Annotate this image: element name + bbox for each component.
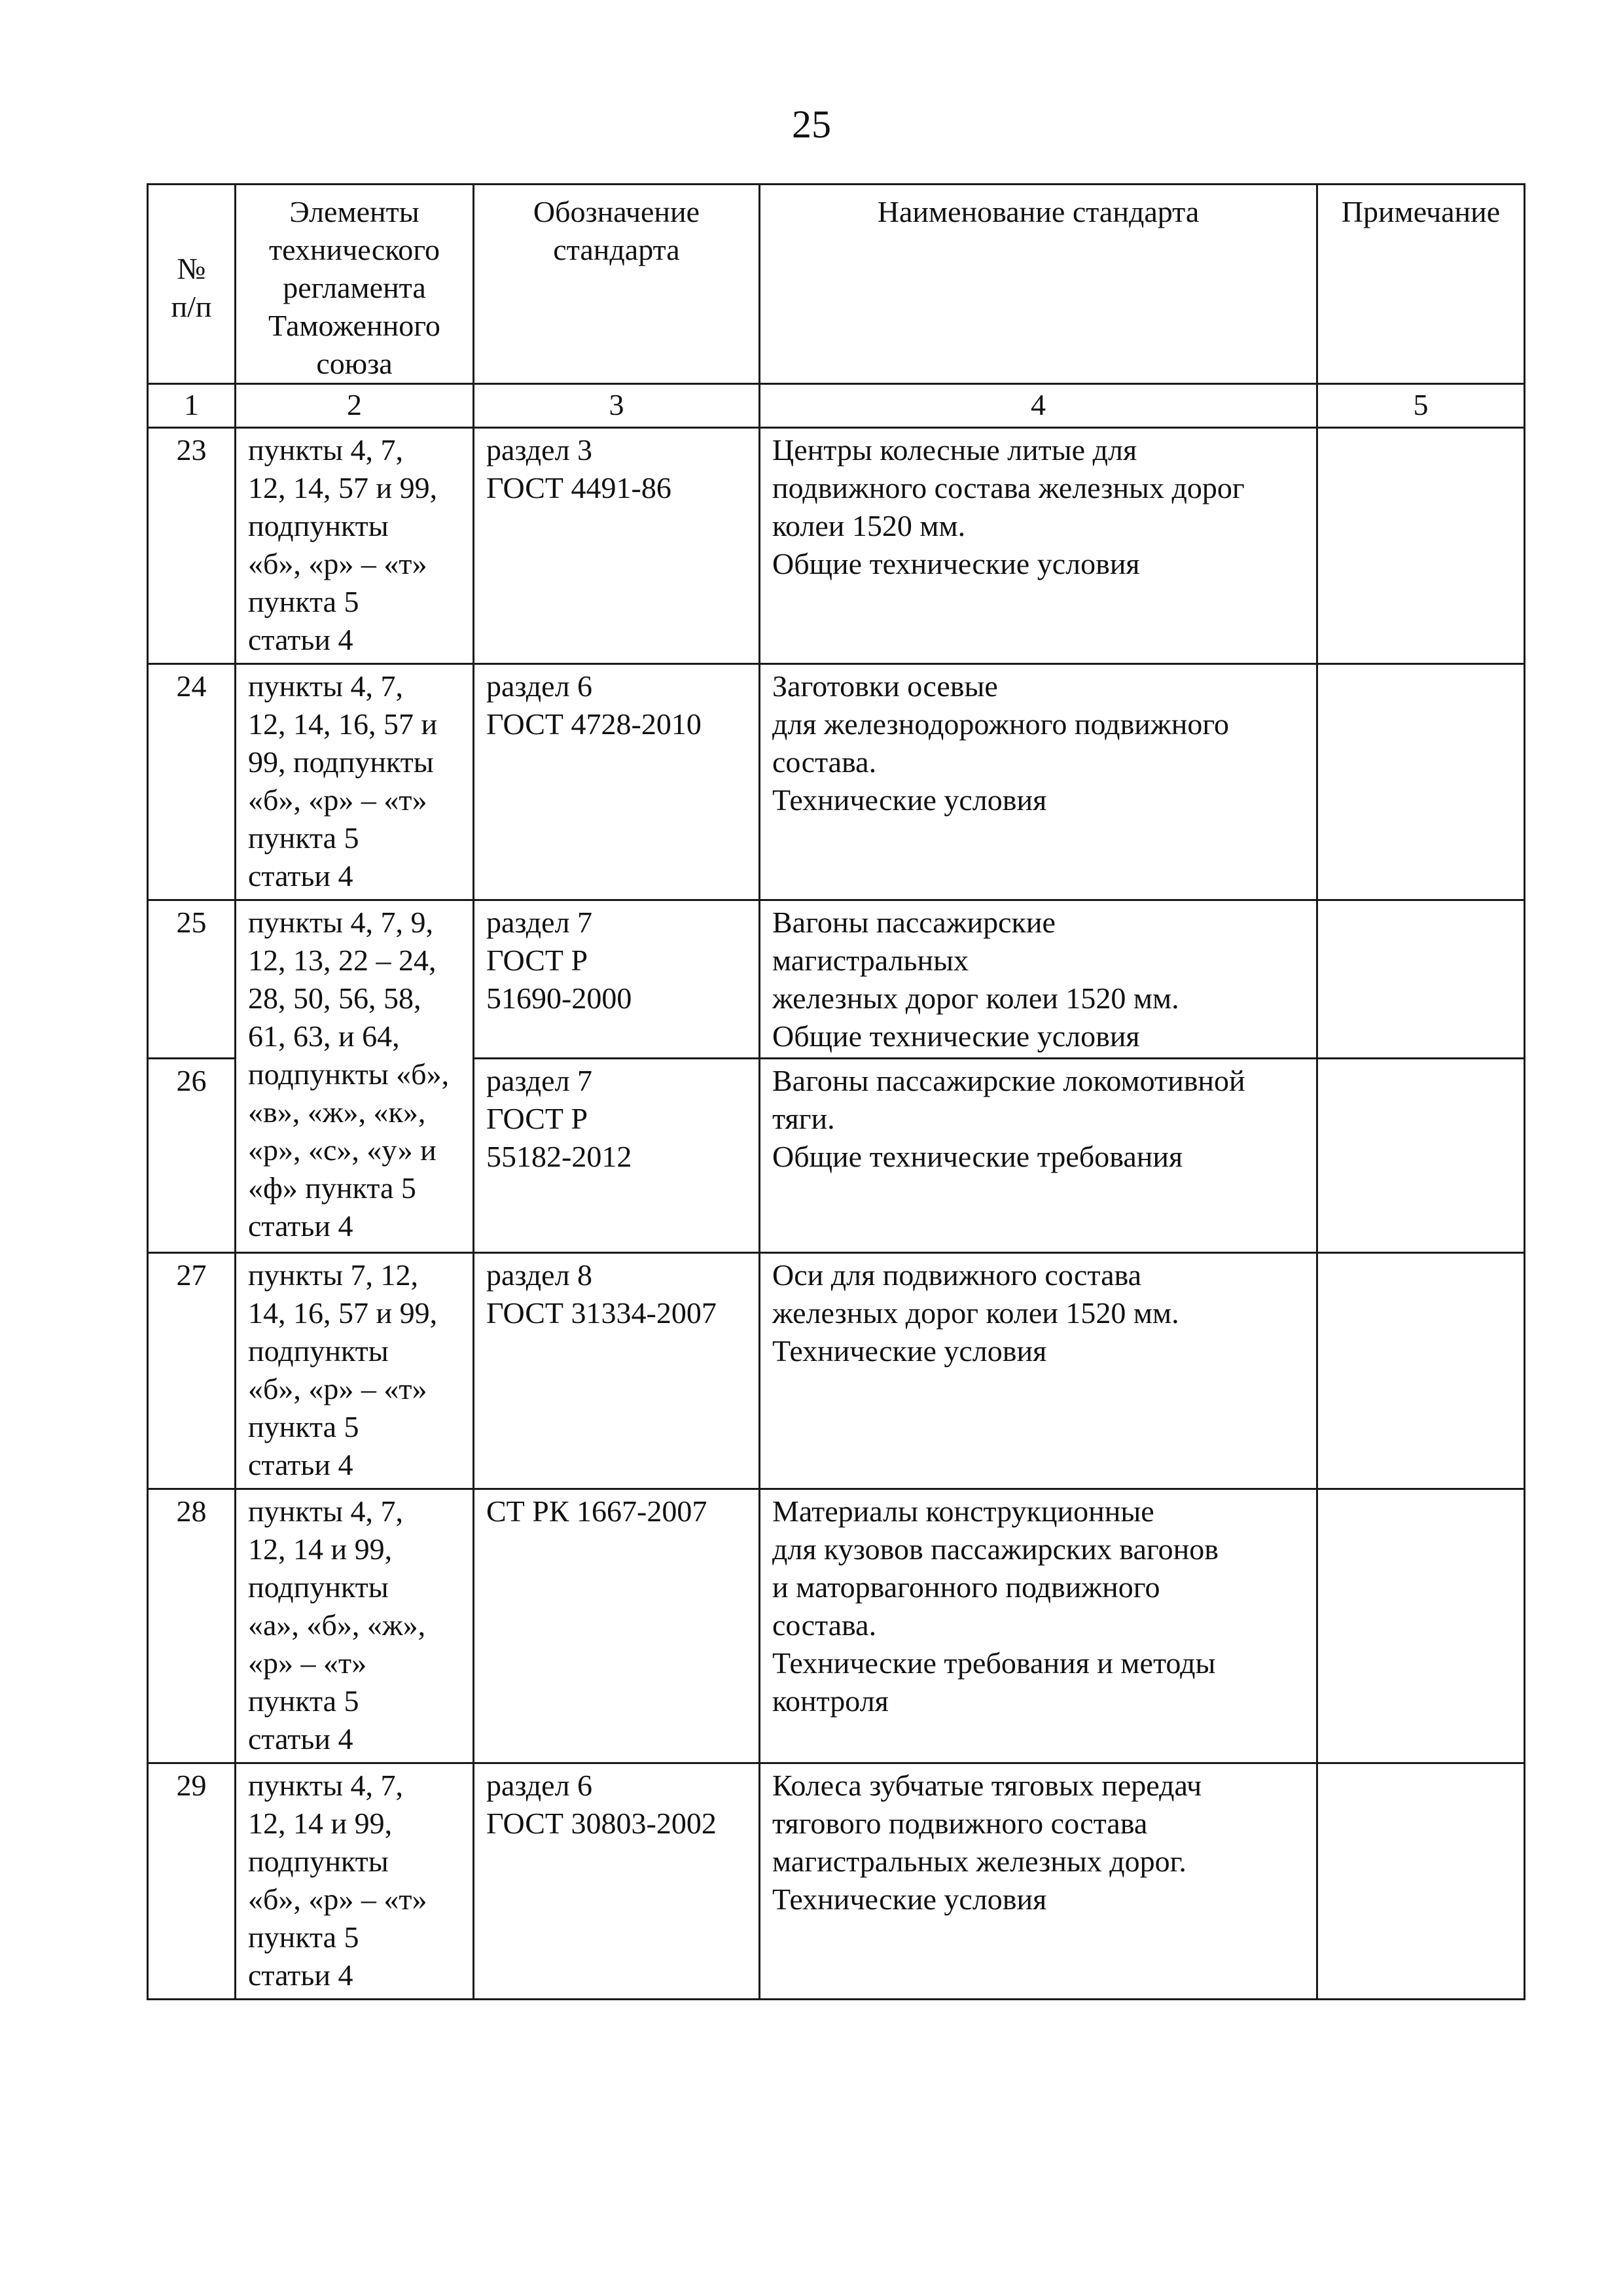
text-line: пункта 5 <box>248 1684 359 1718</box>
row-standard-name <box>760 1059 1317 1253</box>
text-line: для железнодорожного подвижного <box>772 707 1230 741</box>
row-number: 28 <box>148 1489 236 1763</box>
text-line: подпункты <box>248 1845 389 1878</box>
text-line: состава. <box>772 1608 877 1642</box>
text-line: пункты 4, 7, <box>248 669 403 703</box>
table-row <box>148 1489 1525 1763</box>
row-designation <box>474 1059 760 1253</box>
text-line: ГОСТ Р <box>486 944 588 977</box>
text-line: Оси для подвижного состава <box>772 1258 1142 1292</box>
text-line: 12, 14 и 99, <box>248 1807 393 1840</box>
text-line: Общие технические требования <box>772 1140 1183 1173</box>
text-line: «б», «р» – «т» <box>248 1882 427 1916</box>
text-line: статьи 4 <box>248 859 353 892</box>
text-line: «р» – «т» <box>248 1646 367 1680</box>
header-text: Элементы <box>289 195 419 228</box>
text-line: Технические условия <box>772 783 1047 817</box>
table-row <box>148 900 1525 1059</box>
row-number: 29 <box>148 1763 236 2000</box>
text-line: подпункты <box>248 1334 389 1368</box>
text-line: пункты 4, 7, 9, <box>248 906 433 939</box>
row-standard-name <box>760 900 1317 1059</box>
text-line: подпункты <box>248 509 389 542</box>
text-line: и маторвагонного подвижного <box>772 1570 1160 1604</box>
text-line: 61, 63, и 64, <box>248 1019 400 1053</box>
text-line: ГОСТ 4491-86 <box>486 471 671 504</box>
column-number: 4 <box>760 384 1317 428</box>
text-line: «б», «р» – «т» <box>248 1372 427 1405</box>
row-elements <box>236 1253 474 1489</box>
column-number: 1 <box>148 384 236 428</box>
header-note <box>1317 185 1525 384</box>
text-line: 12, 14, 57 и 99, <box>248 471 438 504</box>
row-designation <box>474 1253 760 1489</box>
text-line: «б», «р» – «т» <box>248 783 427 817</box>
text-line: «в», «ж», «к», <box>248 1095 426 1129</box>
row-note <box>1317 1059 1525 1253</box>
text-line: подпункты «б», <box>248 1057 450 1091</box>
text-line: пункта 5 <box>248 1410 359 1443</box>
text-line: Заготовки осевые <box>772 669 998 703</box>
text-line: подвижного состава железных дорог <box>772 471 1245 504</box>
text-line: ГОСТ 4728-2010 <box>486 707 702 741</box>
text-line: состава. <box>772 745 877 779</box>
text-line: 12, 13, 22 – 24, <box>248 944 437 977</box>
row-elements <box>236 1489 474 1763</box>
text-line: СТ РК 1667-2007 <box>486 1494 707 1528</box>
row-number: 23 <box>148 428 236 664</box>
table-row <box>148 428 1525 664</box>
header-number <box>148 185 236 384</box>
text-line: Колеса зубчатые тяговых передач <box>772 1769 1202 1802</box>
row-number: 26 <box>148 1059 236 1253</box>
table-row <box>148 1763 1525 2000</box>
row-number: 25 <box>148 900 236 1059</box>
text-line: статьи 4 <box>248 1722 353 1756</box>
text-line: статьи 4 <box>248 623 353 656</box>
table-header-row <box>148 185 1525 384</box>
column-numbers-row <box>148 384 1525 428</box>
text-line: Технические условия <box>772 1882 1047 1916</box>
header-elements <box>236 185 474 384</box>
text-line: ГОСТ 30803-2002 <box>486 1807 717 1840</box>
header-text: п/п <box>171 290 212 323</box>
text-line: раздел 6 <box>486 669 593 703</box>
text-line: железных дорог колеи 1520 мм. <box>772 1296 1179 1330</box>
row-note <box>1317 428 1525 664</box>
text-line: железных дорог колеи 1520 мм. <box>772 981 1179 1015</box>
text-line: Технические требования и методы <box>772 1646 1216 1680</box>
row-designation <box>474 428 760 664</box>
text-line: «а», «б», «ж», <box>248 1608 426 1642</box>
column-number: 3 <box>474 384 760 428</box>
column-number: 2 <box>236 384 474 428</box>
text-line: пункты 4, 7, <box>248 1769 403 1802</box>
row-standard-name <box>760 664 1317 900</box>
column-number: 5 <box>1317 384 1525 428</box>
row-elements <box>236 428 474 664</box>
row-note <box>1317 1253 1525 1489</box>
header-standard-name <box>760 185 1317 384</box>
table-row <box>148 664 1525 900</box>
text-line: колеи 1520 мм. <box>772 509 966 542</box>
text-line: статьи 4 <box>248 1209 353 1243</box>
row-standard-name <box>760 1763 1317 2000</box>
header-text: Примечание <box>1341 195 1501 228</box>
text-line: Вагоны пассажирские <box>772 906 1056 939</box>
text-line: Вагоны пассажирские локомотивной <box>772 1064 1245 1097</box>
text-line: ГОСТ Р <box>486 1102 588 1135</box>
text-line: раздел 8 <box>486 1258 593 1292</box>
row-note <box>1317 1763 1525 2000</box>
text-line: раздел 7 <box>486 1064 593 1097</box>
header-text: регламента <box>283 271 426 304</box>
row-standard-name <box>760 1489 1317 1763</box>
text-line: пункты 4, 7, <box>248 1494 403 1528</box>
text-line: статьи 4 <box>248 1448 353 1481</box>
row-note <box>1317 664 1525 900</box>
row-designation <box>474 1489 760 1763</box>
text-line: ГОСТ 31334-2007 <box>486 1296 717 1330</box>
text-line: Общие технические условия <box>772 1019 1140 1053</box>
text-line: 51690-2000 <box>486 981 632 1015</box>
row-number: 27 <box>148 1253 236 1489</box>
text-line: пункты 7, 12, <box>248 1258 418 1292</box>
header-text: № <box>177 252 206 285</box>
header-text: Наименование стандарта <box>877 195 1200 228</box>
text-line: 55182-2012 <box>486 1140 632 1173</box>
text-line: раздел 7 <box>486 906 593 939</box>
text-line: Центры колесные литые для <box>772 433 1137 467</box>
text-line: подпункты <box>248 1570 389 1604</box>
row-designation <box>474 900 760 1059</box>
text-line: пункты 4, 7, <box>248 433 403 467</box>
standards-table <box>147 183 1525 2000</box>
text-line: 12, 14, 16, 57 и <box>248 707 438 741</box>
text-line: 12, 14 и 99, <box>248 1532 393 1566</box>
header-text: стандарта <box>553 233 680 266</box>
text-line: Общие технические условия <box>772 547 1140 580</box>
row-elements <box>236 900 474 1253</box>
header-text: Таможенного <box>268 309 440 342</box>
row-elements <box>236 1763 474 2000</box>
row-standard-name <box>760 1253 1317 1489</box>
text-line: «б», «р» – «т» <box>248 547 427 580</box>
text-line: 14, 16, 57 и 99, <box>248 1296 438 1330</box>
text-line: статьи 4 <box>248 1958 353 1992</box>
text-line: контроля <box>772 1684 889 1718</box>
row-elements <box>236 664 474 900</box>
row-designation <box>474 664 760 900</box>
text-line: раздел 6 <box>486 1769 593 1802</box>
page-number: 25 <box>792 103 831 146</box>
text-line: раздел 3 <box>486 433 593 467</box>
table-row <box>148 1253 1525 1489</box>
row-note <box>1317 1489 1525 1763</box>
text-line: Технические условия <box>772 1334 1047 1368</box>
text-line: тяги. <box>772 1102 835 1135</box>
text-line: «ф» пункта 5 <box>248 1171 416 1205</box>
text-line: для кузовов пассажирских вагонов <box>772 1532 1219 1566</box>
row-designation <box>474 1763 760 2000</box>
header-text: технического <box>269 233 440 266</box>
text-line: Материалы конструкционные <box>772 1494 1154 1528</box>
header-text: союза <box>316 347 393 380</box>
row-note <box>1317 900 1525 1059</box>
text-line: 28, 50, 56, 58, <box>248 981 421 1015</box>
text-line: 99, подпункты <box>248 745 434 779</box>
header-text: Обозначение <box>533 195 700 228</box>
text-line: тягового подвижного состава <box>772 1807 1148 1840</box>
header-designation <box>474 185 760 384</box>
text-line: магистральных <box>772 944 969 977</box>
text-line: пункта 5 <box>248 585 359 618</box>
text-line: пункта 5 <box>248 1920 359 1954</box>
text-line: магистральных железных дорог. <box>772 1845 1186 1878</box>
row-number: 24 <box>148 664 236 900</box>
row-standard-name <box>760 428 1317 664</box>
text-line: «р», «с», «у» и <box>248 1133 437 1167</box>
text-line: пункта 5 <box>248 821 359 855</box>
